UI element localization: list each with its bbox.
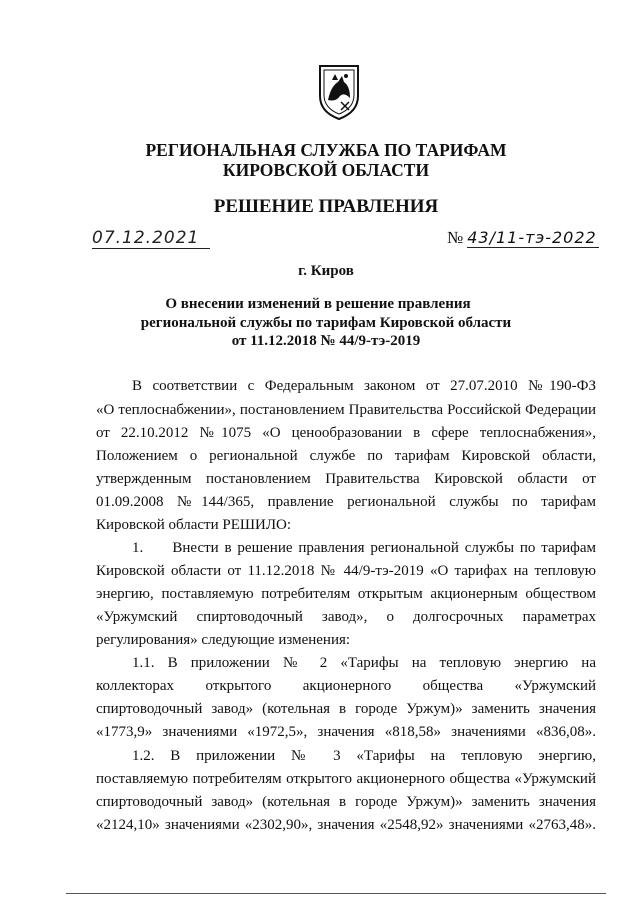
document-date: 07.12.2021 [92,228,210,249]
city: г. Киров [298,263,354,279]
body-line: В соответствии с Федеральным законом от 27.07.2010 №190-ФЗ [132,378,596,394]
body-line: спиртоводочный завод» (котельная в городе Уржум)» заменить значения [96,794,596,810]
body-line: Кировской области РЕШИЛО: [96,517,292,533]
body-line: утвержденным постановлением Правительства Кировской области от [96,471,596,487]
body-line: энергию, поставляемую потребителям открытым акционерным обществом [96,586,596,602]
body-line: 1. Внести в решение правления региональной службы по тарифам [132,540,596,556]
number-sign: № [447,228,464,247]
document-number [447,228,599,248]
body-line: от 22.10.2012 №1075 «О ценообразовании в сфере теплоснабжения», [96,425,596,441]
body-line: «О теплоснабжении», постановлением Правительства Российской Федерации [96,402,596,418]
body-line: поставляемую потребителям открытого акционерного общества «Уржумский [96,771,596,787]
page-bottom-rule [66,893,606,894]
document-number-value: 43/11-тэ-2022 [467,228,599,248]
body-line: Кировской области от 11.12.2018 № 44/9-тэ-2019 «О тарифах на тепловую [96,563,596,579]
body-line: 1.2. В приложении № 3 «Тарифы на тепловую энергию, [132,748,596,764]
organization-name-line2: КИРОВСКОЙ ОБЛАСТИ [222,160,430,180]
subject-line1: О внесении изменений в решение правления [165,296,471,312]
body-line: 01.09.2008 №144/365, правление региональной службы по тарифам [96,494,596,510]
body-line: спиртоводочный завод» (котельная в городе Уржум)» заменить значения [96,701,596,717]
body-line: регулирования» следующие изменения: [96,632,351,648]
body-line: «Уржумский спиртоводочный завод», о долгосрочных параметрах [96,609,596,625]
body-line: Положением о региональной службе по тарифам Кировской области, [96,448,596,464]
body-line: «1773,9» значениями «1972,5», значения «818,58» значениями «836,08». [96,724,596,740]
subject-line2: региональной службы по тарифам Кировской области [140,315,512,331]
body-line: 1.1. В приложении № 2 «Тарифы на тепловую энергию на [132,655,596,671]
body-line: «2124,10» значениями «2302,90», значения «2548,92» значениями «2763,48». [96,817,596,833]
subject-line3: от 11.12.2018 № 44/9-тэ-2019 [231,333,421,349]
organization-name-line1: РЕГИОНАЛЬНАЯ СЛУЖБА ПО ТАРИФАМ [145,140,507,160]
document-type: РЕШЕНИЕ ПРАВЛЕНИЯ [213,196,439,217]
body-line: коллекторах открытого акционерного общества «Уржумский [96,678,596,694]
coat-of-arms-emblem [316,62,362,122]
